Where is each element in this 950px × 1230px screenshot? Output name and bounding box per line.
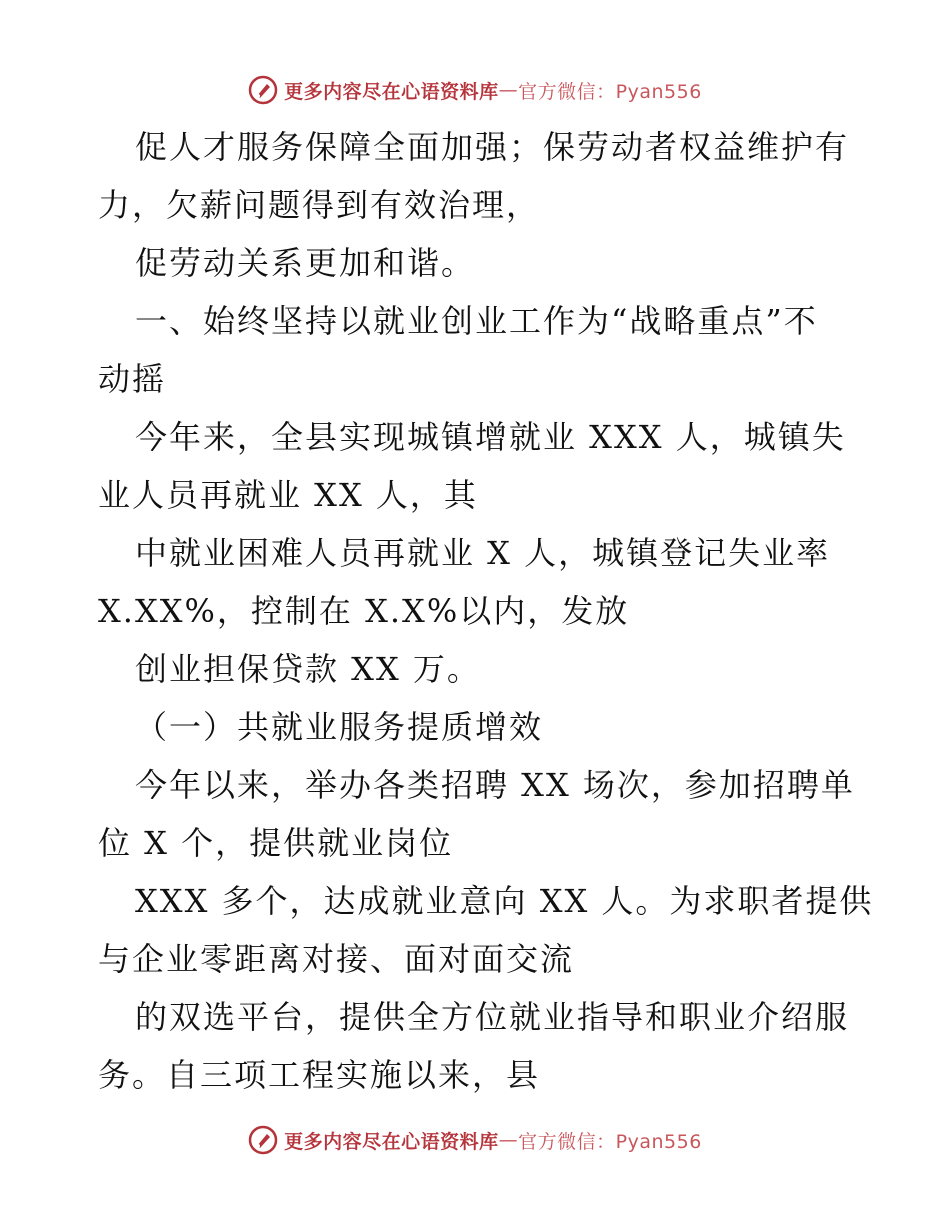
paragraph-line: 今年来，全县实现城镇增就业 XXX 人，城镇失	[135, 418, 846, 456]
section-heading-line: 动摇	[98, 360, 167, 398]
paragraph-line: 中就业困难人员再就业 X 人，城镇登记失业率	[135, 534, 831, 572]
watermark-main-text: 更多内容尽在心语资料库	[284, 1130, 499, 1153]
paragraph-line: X.XX%，控制在 X.X%以内，发放	[98, 592, 630, 630]
pen-nib-logo-icon	[248, 1125, 278, 1155]
header-watermark	[0, 70, 950, 110]
subsection-heading-line: （一）共就业服务提质增效	[135, 708, 544, 746]
watermark-wechat-text: 官方微信：Pyan556	[518, 1130, 702, 1153]
paragraph-line: 务。自三项工程实施以来，县	[98, 1056, 541, 1094]
watermark-separator: —	[498, 1129, 519, 1151]
paragraph-line: 促劳动关系更加和谐。	[135, 244, 476, 282]
watermark-main-text: 更多内容尽在心语资料库	[284, 80, 499, 103]
document-body	[98, 118, 874, 1104]
paragraph-line: 促人才服务保障全面加强；保劳动者权益维护有	[135, 128, 850, 166]
paragraph-line: 今年以来，举办各类招聘 XX 场次，参加招聘单	[135, 766, 855, 804]
paragraph-line: 力，欠薪问题得到有效治理，	[98, 186, 541, 224]
paragraph-line: 位 X 个，提供就业岗位	[98, 824, 454, 862]
footer-watermark	[0, 1120, 950, 1160]
paragraph-line: 的双选平台，提供全方位就业指导和职业介绍服	[135, 998, 850, 1036]
watermark-separator: —	[498, 79, 519, 101]
section-heading-line: 一、始终坚持以就业创业工作为“战略重点”不	[135, 302, 818, 340]
paragraph-line: 业人员再就业 XX 人，其	[98, 476, 478, 514]
pen-nib-logo-icon	[248, 75, 278, 105]
paragraph-line: 创业担保贷款 XX 万。	[135, 650, 481, 688]
paragraph-line: 与企业零距离对接、面对面交流	[98, 940, 575, 978]
watermark-wechat-text: 官方微信：Pyan556	[518, 80, 702, 103]
paragraph-line: XXX 多个，达成就业意向 XX 人。为求职者提供	[135, 882, 874, 920]
